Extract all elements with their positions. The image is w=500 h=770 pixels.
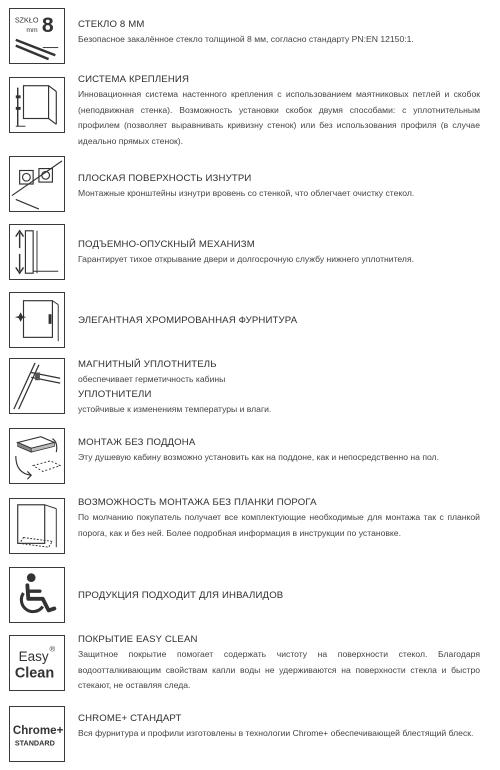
feature-description: обеспечивает герметичность кабины	[78, 374, 226, 384]
feature-title: ПОДЪЕМНО-ОПУСКНЫЙ МЕХАНИЗМ	[78, 239, 255, 250]
icon-label-8: 8	[41, 14, 54, 38]
feature-title: ЭЛЕГАНТНАЯ ХРОМИРОВАННАЯ ФУРНИТУРА	[78, 315, 298, 326]
flat-surface-icon	[9, 156, 65, 212]
mounting-system-icon	[9, 77, 65, 133]
icon-label-standard: STANDARD	[14, 738, 55, 748]
feature-description: Гарантирует тихое открывание двери и долгосрочную службу нижнего уплотнителя.	[78, 254, 414, 264]
feature-description: Эту душевую кабину возможно установить как на поддоне, как и непосредственно на пол.	[78, 452, 439, 462]
icon-label-clean: Clean	[14, 665, 55, 682]
feature-title: ПЛОСКАЯ ПОВЕРХНОСТЬ ИЗНУТРИ	[78, 173, 252, 184]
easy-clean-icon	[9, 635, 65, 691]
feature-description: Безопасное закалённое стекло толщиной 8 мм, согласно стандарту PN:EN 12150:1.	[78, 34, 414, 44]
lift-mechanism-icon	[9, 224, 65, 280]
icon-label-easy: Easy	[18, 649, 49, 665]
feature-description-2: устойчивые к изменениям температуры и влаги.	[78, 403, 272, 414]
chrome-fittings-icon	[9, 292, 65, 348]
feature-title: CHROME+ СТАНДАРТ	[78, 713, 182, 724]
icon-label-szklo: SZKŁO	[14, 15, 39, 25]
feature-description: По молчанию покупатель получает все комплектующие необходимые для монтажа так с планкой порога, как и без ней. Более подробная информация в инструкции по установке.	[78, 512, 480, 538]
magnetic-seal-icon	[9, 358, 65, 414]
feature-title: ПРОДУКЦИЯ ПОДХОДИТ ДЛЯ ИНВАЛИДОВ	[78, 590, 284, 601]
icon-label-chrome-plus: Chrome+	[12, 725, 64, 737]
no-threshold-icon	[9, 498, 65, 554]
feature-title-2: УПЛОТНИТЕЛИ	[78, 388, 152, 400]
no-tray-mounting-icon	[9, 428, 65, 484]
icon-label-mm: mm	[26, 27, 38, 35]
feature-title: СИСТЕМА КРЕПЛЕНИЯ	[78, 74, 190, 85]
feature-title: ПОКРЫТИЕ EASY CLEAN	[78, 634, 198, 645]
feature-title: ВОЗМОЖНОСТЬ МОНТАЖА БЕЗ ПЛАНКИ ПОРОГА	[78, 497, 317, 508]
wheelchair-icon	[9, 567, 65, 623]
feature-description: Вся фурнитура и профили изготовлены в технологии Chrome+ обеспечивающей блестящий блеск.	[78, 728, 474, 738]
chrome-plus-icon	[9, 706, 65, 762]
glass-8mm-icon	[9, 8, 65, 64]
feature-title: МАГНИТНЫЙ УПЛОТНИТЕЛЬ	[78, 359, 217, 370]
feature-description: Монтажные кронштейны изнутри вровень со стенкой, что облегчает очистку стекол.	[78, 188, 415, 198]
feature-description: Инновационная система настенного крепления с использованием маятниковых петлей и скобок (неподвижная стенка). Возможность установки скобок двумя способами: с уплотнительным профилем (позволяет выравнивать кривизну стенок) или без использования профиля (в случае идеально прямых стенок).	[78, 89, 480, 146]
feature-title: СТЕКЛО 8 ММ	[78, 19, 145, 30]
icon-label-registered: ®	[49, 644, 56, 654]
feature-description: Защитное покрытие помогает содержать чистоту на поверхности стекол. Благодаря водоотталкивающим свойствам капли воды не удерживаются на поверхности стекла и быстро стекают, не оставляя следа.	[78, 649, 480, 690]
feature-title: МОНТАЖ БЕЗ ПОДДОНА	[78, 437, 196, 448]
